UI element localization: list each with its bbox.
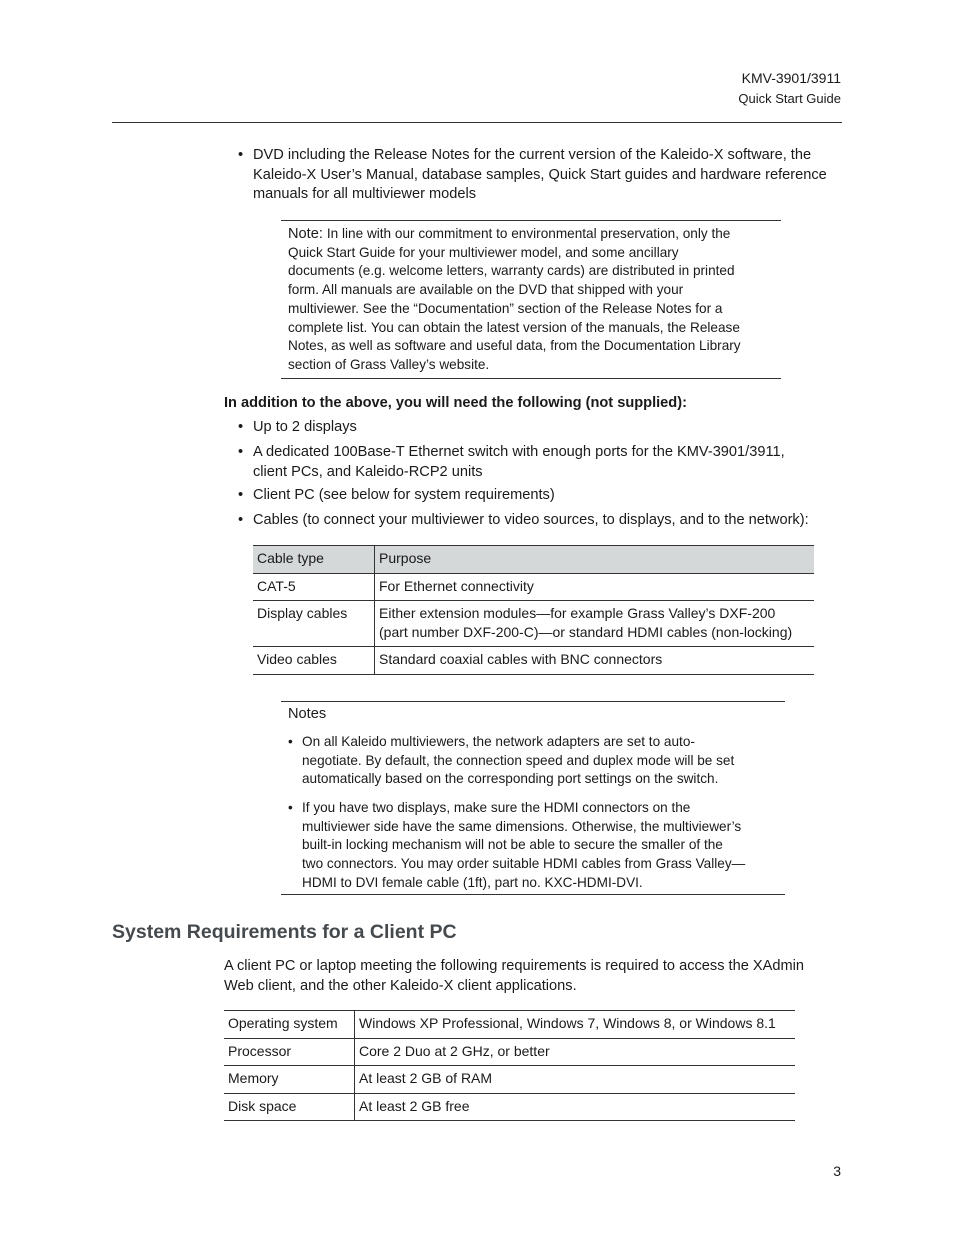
text-line: Web client, and the other Kaleido-X client applications. [224, 977, 577, 994]
table-cell: Core 2 Duo at 2 GHz, or better [355, 1038, 796, 1066]
text-line: Kaleido-X User’s Manual, database samples, Quick Start guides and hardware reference [253, 166, 827, 183]
table-row [224, 1011, 795, 1039]
header-rule [112, 122, 842, 123]
list-item: • If you have two displays, make sure the HDMI connectors on the multiviewer side have the same dimensions. Otherwise, the multiviewer’s built-in locking mechanism will not be able to secure the smaller of the two connectors. You may order suitable HDMI cables from Grass Valley— HDMI to DVI female cable (1ft), part no. KXC-HDMI-DVI. [288, 799, 783, 894]
list-item: • Up to 2 displays [238, 418, 838, 438]
list-item-dvd [238, 146, 848, 206]
table-cell [375, 601, 815, 647]
section-subheading: In addition to the above, you will need the following (not supplied): [224, 395, 687, 411]
text-line: A dedicated 100Base-T Ethernet switch with enough ports for the KMV-3901/3911, [253, 444, 785, 460]
text-line: documents (e.g. welcome letters, warranty cards) are distributed in printed [288, 263, 735, 279]
text-line: (part number DXF-200-C)—or standard HDMI cables (non-locking) [379, 623, 793, 640]
note-box [281, 220, 781, 379]
text-line: form. All manuals are available on the DVD that shipped with your [288, 282, 684, 298]
text-line: multiviewer. See the “Documentation” section of the Release Notes for a [288, 300, 723, 316]
text-line: complete list. You can obtain the latest version of the manuals, the Release [288, 319, 740, 335]
column-header: Purpose [375, 546, 815, 574]
table-cell: Memory [224, 1066, 355, 1094]
notes-box [281, 701, 785, 895]
table-cell: At least 2 GB free [355, 1093, 796, 1121]
cables-table [253, 545, 814, 675]
table-row [253, 573, 814, 601]
text-line: two connectors. You may order suitable HDMI cables from Grass Valley— [302, 856, 746, 872]
table-cell: CAT-5 [253, 573, 375, 601]
list-item: • A dedicated 100Base-T Ethernet switch with enough ports for the KMV-3901/3911, client PCs, and Kaleido-RCP2 units [238, 443, 838, 483]
text-line: built-in locking mechanism will not be able to secure the smaller of the [302, 837, 723, 853]
note-label: Note: [288, 226, 323, 242]
doc-subtitle: Quick Start Guide [738, 91, 841, 106]
text-line: Quick Start Guide for your multiviewer model, and some ancillary [288, 244, 679, 260]
text-line: Cables (to connect your multiviewer to video sources, to displays, and to the network): [253, 512, 809, 528]
text-line: manuals for all multiviewer models [253, 186, 477, 202]
table-row [224, 1038, 795, 1066]
table-cell: Operating system [224, 1011, 355, 1039]
doc-title: KMV-3901/3911 [741, 70, 841, 86]
text-line: client PCs, and Kaleido-RCP2 units [253, 463, 483, 480]
text-line: Notes, as well as software and useful data, from the Documentation Library [288, 338, 741, 354]
text-line: In line with our commitment to environmental preservation, only the [326, 226, 731, 241]
text-line: multiviewer side have the same dimensions. Otherwise, the multiviewer’s [302, 818, 742, 834]
requirements-table [224, 1010, 795, 1121]
table-cell: For Ethernet connectivity [375, 573, 815, 601]
table-row [224, 1066, 795, 1094]
table-cell: Standard coaxial cables with BNC connectors [375, 647, 815, 675]
list-item: • Cables (to connect your multiviewer to video sources, to displays, and to the network): [238, 511, 848, 531]
text-line: A client PC or laptop meeting the following requirements is required to access the XAdmin [224, 958, 804, 974]
list-item: • On all Kaleido multiviewers, the network adapters are set to auto- negotiate. By default, the connection speed and duplex mode will be set automatically based on the corresponding port settings on the switch. [288, 733, 783, 791]
text-line: Up to 2 displays [253, 419, 357, 435]
table-row [253, 601, 814, 647]
intro-paragraph [224, 957, 844, 996]
text-line: DVD including the Release Notes for the current version of the Kaleido-X software, the [253, 147, 812, 163]
table-row [253, 647, 814, 675]
text-line: Client PC (see below for system requirements) [253, 487, 555, 503]
notes-title: Notes [288, 706, 327, 722]
bullet: • [238, 147, 244, 163]
text-line: If you have two displays, make sure the HDMI connectors on the [302, 800, 691, 815]
table-cell: Disk space [224, 1093, 355, 1121]
text-line: negotiate. By default, the connection speed and duplex mode will be set [302, 752, 735, 768]
table-cell: Video cables [253, 647, 375, 675]
text-line: On all Kaleido multiviewers, the network adapters are set to auto- [302, 734, 695, 749]
page-number: 3 [833, 1163, 841, 1179]
text-line: section of Grass Valley’s website. [288, 356, 490, 372]
table-cell: At least 2 GB of RAM [355, 1066, 796, 1094]
table-cell: Processor [224, 1038, 355, 1066]
table-row [224, 1093, 795, 1121]
column-header: Cable type [253, 546, 375, 574]
table-cell: Windows XP Professional, Windows 7, Windows 8, or Windows 8.1 [355, 1011, 796, 1039]
table-cell: Display cables [253, 601, 375, 647]
text-line: automatically based on the corresponding port settings on the switch. [302, 771, 719, 787]
list-item: • Client PC (see below for system requirements) [238, 486, 838, 506]
text-line: Either extension modules—for example Grass Valley’s DXF-200 [379, 605, 776, 621]
table-header-row [253, 546, 814, 574]
text-line: HDMI to DVI female cable (1ft), part no. KXC-HDMI-DVI. [302, 874, 643, 890]
section-heading: System Requirements for a Client PC [112, 921, 457, 943]
